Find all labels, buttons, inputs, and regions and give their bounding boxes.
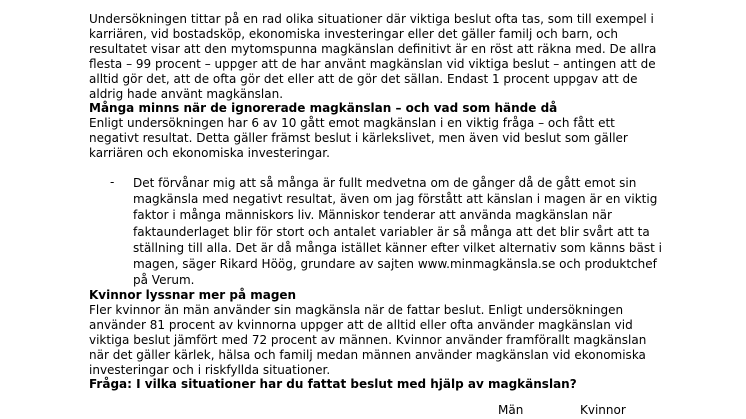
table-header-men: Män (498, 403, 524, 417)
section-paragraph-ignored-gut: Enligt undersökningen har 6 av 10 gått emot magkänslan i en viktig fråga – och fått ett negativt resultat. Detta gäller främst beslut i kärlekslivet, men även vid beslut som gäller karriären och ekonomiska investeringar. (89, 116, 628, 161)
intro-paragraph: Undersökningen tittar på en rad olika situationer där viktiga beslut ofta tas, som till exempel i karriären, vid bostadsköp, ekonomiska investeringar eller det gäller familj och barn, och resultatet visar att den mytomspunna magkänslan definitivt är en röst att räkna med. De allra flesta – 99 procent – uppger att de har använt magkänslan vid viktiga beslut – antingen att de alltid gör det, att de ofta gör det eller att de gör det sällan. Endast 1 procent uppgav att de aldrig hade använt magkänslan. (89, 12, 657, 102)
table-header-women: Kvinnor (580, 403, 626, 417)
section-heading-ignored-gut: Många minns när de ignorerade magkänslan – och vad som hände då (89, 101, 558, 115)
quote-bullet: - (110, 175, 115, 189)
quote-paragraph: Det förvånar mig att så många är fullt medvetna om de gånger då de gått emot sin magkänsla med negativt resultat, även om jag förstått att känslan i magen är en viktig faktor i många människors liv. Människor tenderar att använda magkänslan när faktaunderlaget blir för stort och antalet variabler är så många att det blir svårt att ta ställning till alla. Det är då många istället känner efter vilket alternativ som känns bäst i magen, säger Rikard Höög, grundare av sajten www.minmagkänsla.se och produktchef på Verum. (133, 176, 662, 288)
section-heading-women: Kvinnor lyssnar mer på magen (89, 288, 297, 302)
survey-question: Fråga: I vilka situationer har du fattat beslut med hjälp av magkänslan? (89, 377, 577, 391)
section-paragraph-women: Fler kvinnor än män använder sin magkänsla när de fattar beslut. Enligt undersökningen använder 81 procent av kvinnorna uppger att de alltid eller ofta använder magkänslan vid viktiga beslut jämfört med 72 procent av männen. Kvinnor använder framförallt magkänslan när det gäller kärlek, hälsa och familj medan männen använder magkänslan vid ekonomiska investeringar och i riskfyllda situationer. (89, 303, 647, 378)
